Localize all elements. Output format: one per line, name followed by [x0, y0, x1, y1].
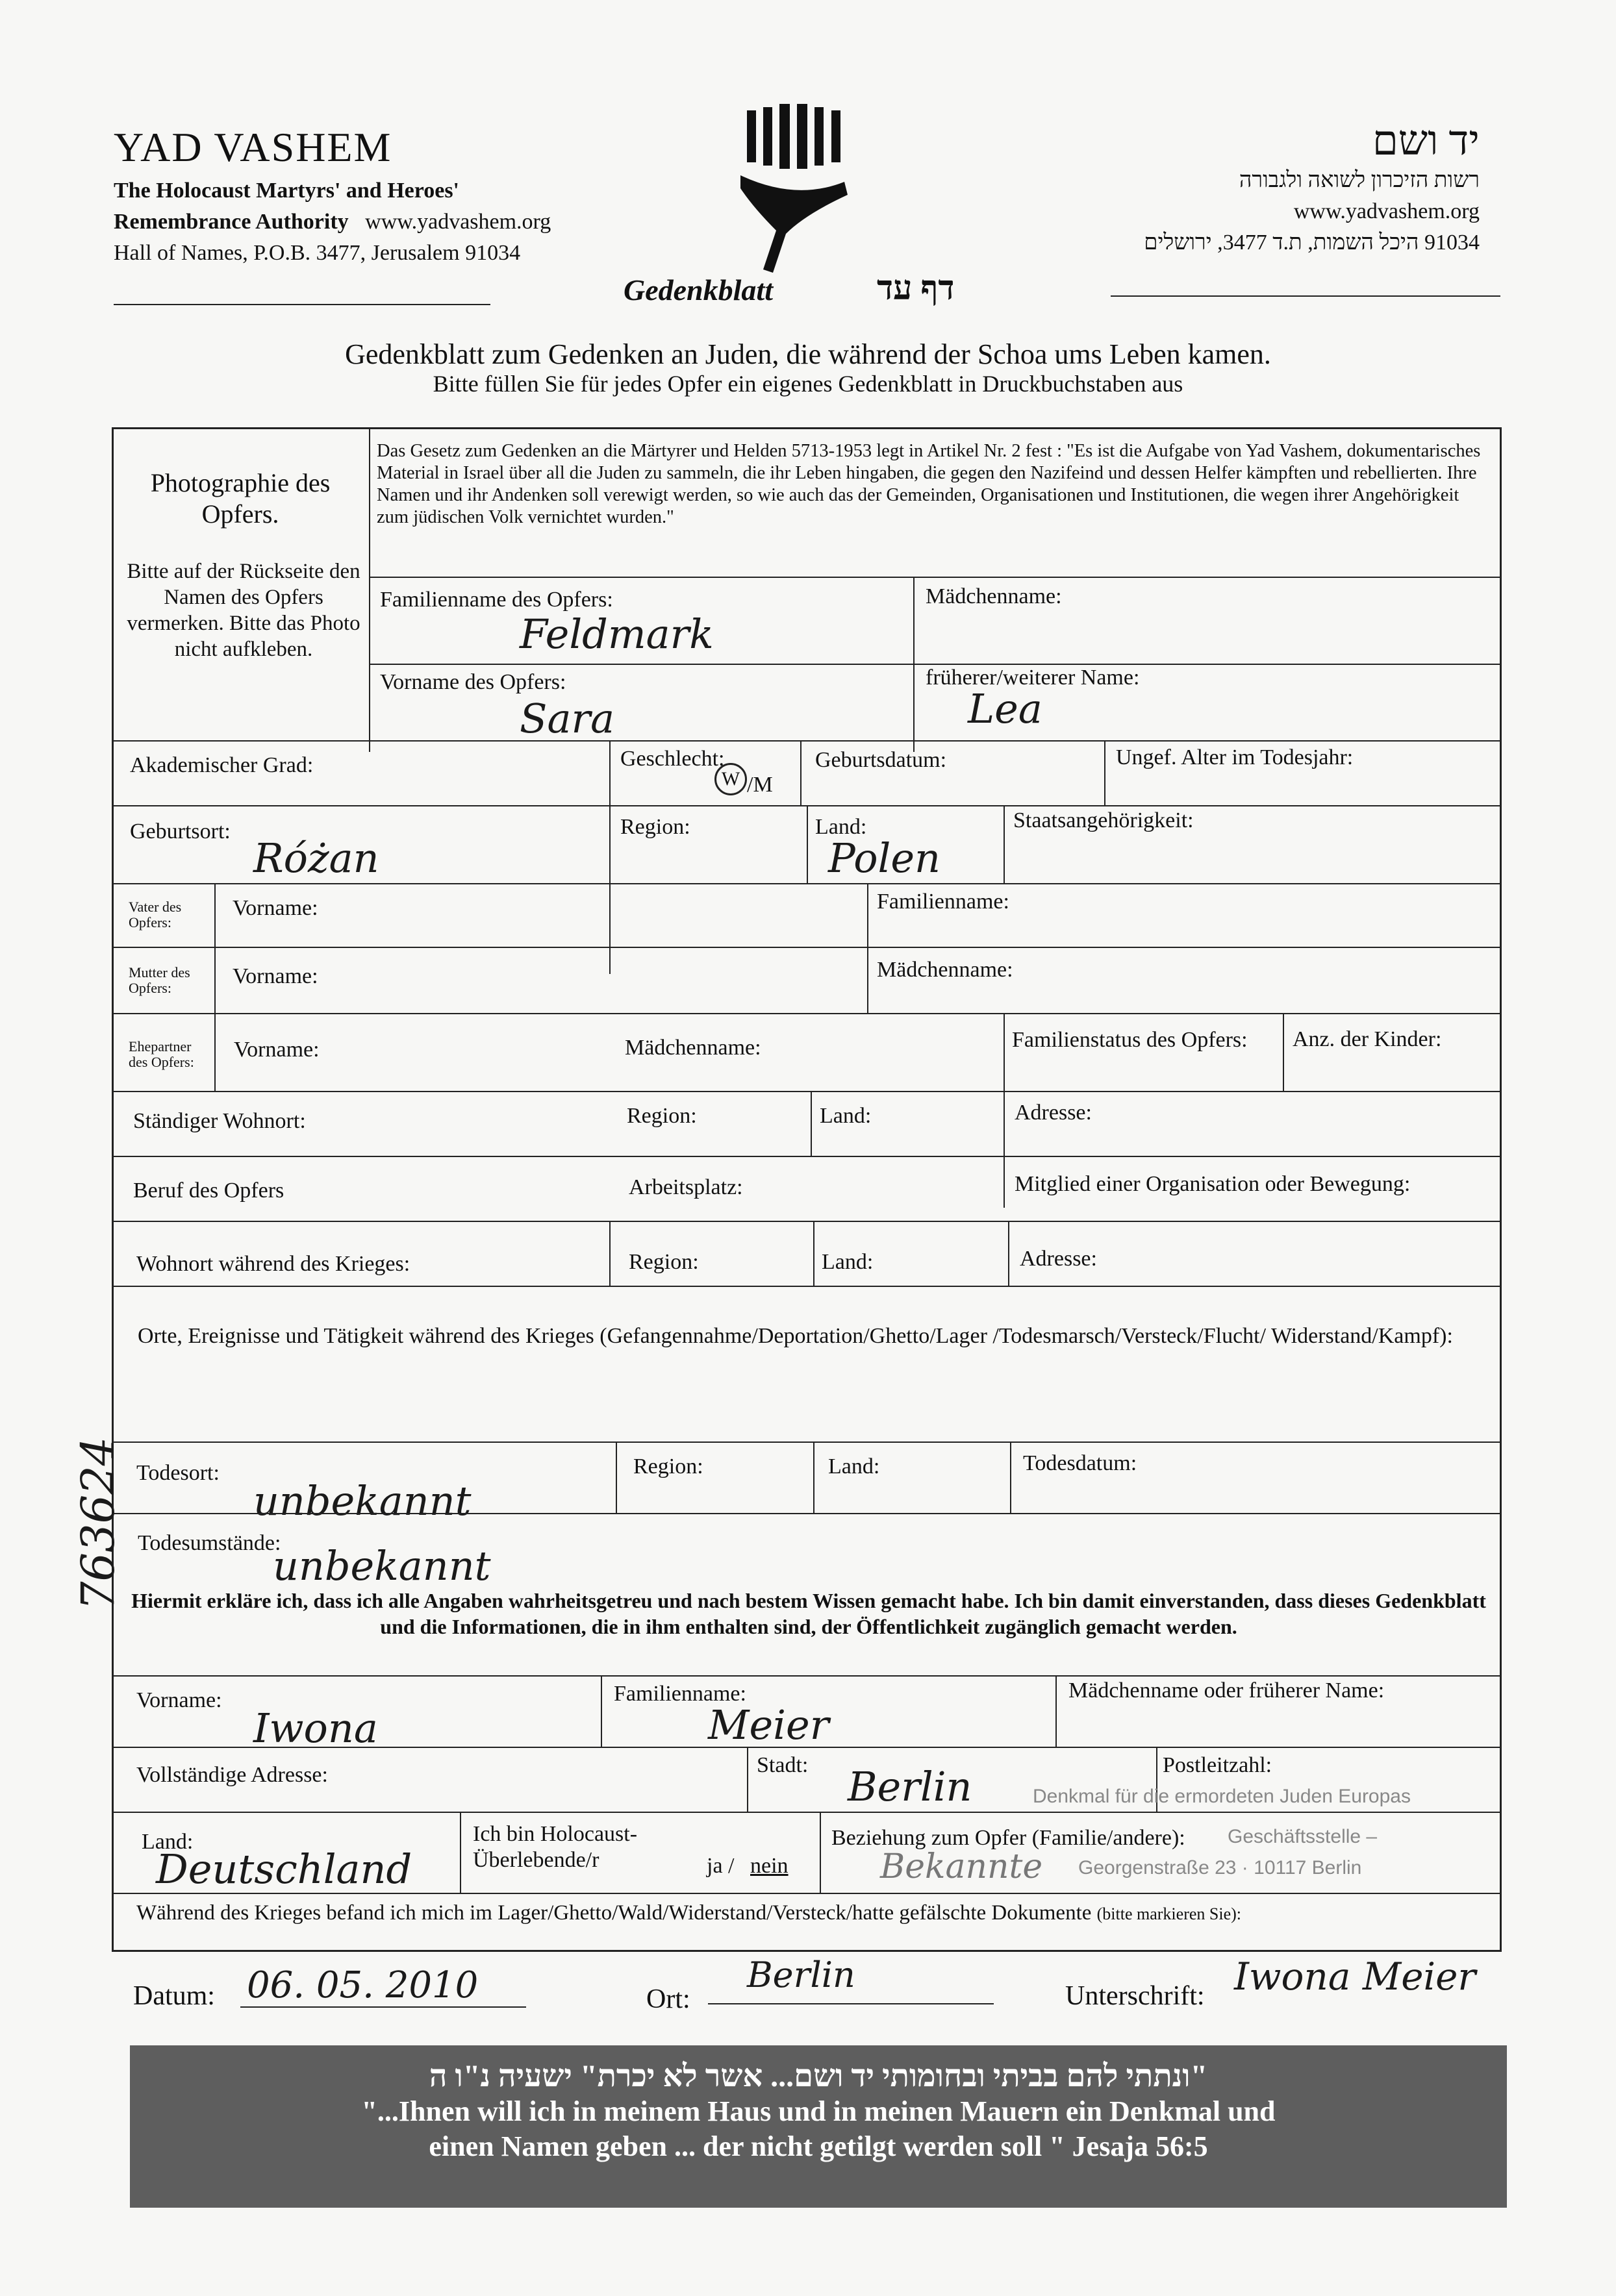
geschlecht-options: /M	[747, 773, 773, 797]
line	[747, 1747, 748, 1812]
datum-value[interactable]: 06. 05. 2010	[247, 1964, 479, 2006]
line	[112, 1812, 1502, 1813]
region-label-1: Region:	[620, 815, 690, 839]
line	[112, 1286, 1502, 1287]
beziehung-value[interactable]: Bekannte	[880, 1847, 1043, 1886]
todesort-value[interactable]: unbekannt	[253, 1477, 472, 1525]
declaration-text: Hiermit erkläre ich, dass ich alle Angaben wahrheitsgetreu und nach bestem Wissen gemacht habe. Ich bin damit einverstanden, dass dieses Gedenkblatt und die Informationen, die in ihm enthalten sind, der Öffentlichkeit zugänglich gemacht werden.	[131, 1589, 1486, 1638]
line	[1283, 1013, 1284, 1091]
region-label-4: Region:	[633, 1454, 703, 1479]
vorname-value[interactable]: Sara	[520, 695, 615, 742]
line	[112, 1221, 1502, 1222]
geschlecht-label: Geschlecht:	[620, 747, 725, 771]
familienname-label: Familienname des Opfers:	[380, 588, 613, 612]
todesumstaende-label: Todesumstände:	[138, 1531, 281, 1555]
frueherer-name-value[interactable]: Lea	[968, 685, 1042, 732]
line	[1004, 805, 1005, 883]
line	[112, 947, 1502, 948]
header-rule-right	[1111, 295, 1500, 297]
line	[813, 1441, 814, 1513]
side-number: 763624	[71, 1436, 125, 1610]
adresse-label-1: Adresse:	[1015, 1101, 1092, 1125]
stamp-line-2: Geschäftsstelle –	[1228, 1826, 1378, 1847]
line	[112, 1091, 1502, 1092]
photo-title: Photographie des Opfers.	[150, 468, 331, 529]
geburtsort-label: Geburtsort:	[130, 819, 231, 843]
akad-grad-label: Akademischer Grad:	[130, 753, 314, 777]
waehrend-text: Während des Krieges befand ich mich im Lager/Ghetto/Wald/Widerstand/Versteck/hatte gefälschte Dokumente	[136, 1901, 1092, 1925]
intro-subtitle: Bitte füllen Sie für jedes Opfer ein eigenes Gedenkblatt in Druckbuchstaben aus	[433, 371, 1183, 397]
org-website: www.yadvashem.org	[365, 210, 551, 234]
beziehung-label: Beziehung zum Opfer (Familie/andere):	[831, 1826, 1185, 1850]
line	[112, 1013, 1502, 1014]
header-hebrew	[1144, 117, 1480, 258]
footer-banner	[130, 2045, 1507, 2208]
orte-label: Orte, Ereignisse und Tätigkeit während des Krieges (Gefangennahme/Deportation/Ghetto/Lager /Todesmarsch/Versteck/Flucht/ Widerstand/Kampf):	[138, 1324, 1453, 1348]
beruf-label: Beruf des Opfers	[133, 1179, 284, 1203]
familienname-value[interactable]: Feldmark	[520, 610, 714, 658]
line	[609, 1221, 611, 1286]
stamp-line-1: Denkmal für die ermordeten Juden Europas	[1033, 1786, 1411, 1807]
line	[112, 1747, 1502, 1748]
photo-note: Bitte auf der Rückseite den Namen des Opfers vermerken. Bitte das Photo nicht aufkleben.	[127, 560, 360, 661]
hebrew-line-1: רשות הזיכרון לשואה ולגבורה	[1239, 168, 1480, 192]
waehrend-label	[136, 1901, 1241, 1925]
vorname-label: Vorname des Opfers:	[380, 670, 566, 694]
land-label-3: Land:	[822, 1250, 874, 1274]
line	[240, 2006, 526, 2008]
banner-german-2: einen Namen geben ... der nicht getilgt werden soll " Jesaja 56:5	[429, 2130, 1208, 2162]
mutter-label: Mutter des Opfers:	[129, 964, 190, 996]
line	[1010, 1441, 1011, 1513]
mitglied-label: Mitglied einer Organisation oder Bewegung:	[1015, 1172, 1411, 1196]
submitter-vorname-value[interactable]: Iwona	[253, 1704, 378, 1752]
line	[112, 1513, 1502, 1514]
arbeitsplatz-label: Arbeitsplatz:	[629, 1175, 743, 1199]
vater-label: Vater des Opfers:	[129, 899, 182, 930]
survivor-nein[interactable]: nein	[750, 1854, 789, 1878]
geburtsort-value[interactable]: Różan	[253, 834, 379, 882]
land-label-4: Land:	[828, 1454, 880, 1479]
wohnort-krieg-label: Wohnort während des Krieges:	[136, 1252, 410, 1276]
survivor-ja[interactable]: ja /	[707, 1854, 735, 1878]
land-label-2: Land:	[820, 1104, 872, 1128]
geburtsdatum-label: Geburtsdatum:	[815, 748, 947, 772]
org-line-1: The Holocaust Martyrs' and Heroes'	[114, 179, 459, 203]
line	[214, 883, 216, 1091]
todesumstaende-value[interactable]: unbekannt	[273, 1542, 491, 1590]
line	[369, 664, 1502, 665]
mutter-vorname-label: Vorname:	[233, 964, 318, 988]
land-submitter-label: Land:	[142, 1830, 194, 1854]
familienstatus-label: Familienstatus des Opfers:	[1012, 1028, 1248, 1052]
postleitzahl-label: Postleitzahl:	[1163, 1753, 1272, 1777]
submitter-familienname-label: Familienname:	[614, 1682, 746, 1706]
stadt-label: Stadt:	[757, 1753, 809, 1777]
wohnort-label: Ständiger Wohnort:	[133, 1109, 306, 1133]
line	[112, 1675, 1502, 1677]
land-value[interactable]: Polen	[828, 834, 941, 882]
submitter-familienname-value[interactable]: Meier	[708, 1701, 829, 1749]
unterschrift-label: Unterschrift:	[1065, 1981, 1205, 2011]
line	[616, 1441, 617, 1513]
line	[601, 1675, 602, 1747]
vater-vorname-label: Vorname:	[233, 896, 318, 920]
ehepartner-maedchenname-label: Mädchenname:	[625, 1036, 761, 1060]
region-label-2: Region:	[627, 1104, 697, 1128]
unterschrift-value[interactable]: Iwona Meier	[1234, 1954, 1476, 1999]
ehepartner-vorname-label: Vorname:	[234, 1038, 320, 1062]
line	[1055, 1675, 1057, 1747]
land-submitter-value[interactable]: Deutschland	[156, 1845, 412, 1893]
hebrew-website: www.yadvashem.org	[1293, 199, 1480, 223]
land-label-1: Land:	[815, 815, 867, 839]
line	[1104, 740, 1105, 805]
hebrew-address: 91034 היכל השמות, ת.ד 3477, ירושלים	[1144, 231, 1480, 255]
todesdatum-label: Todesdatum:	[1023, 1451, 1137, 1475]
ort-value[interactable]: Berlin	[747, 1954, 855, 1995]
org-title: YAD VASHEM	[114, 124, 392, 170]
line	[800, 740, 802, 805]
header-english	[114, 123, 551, 269]
geschlecht-w-circle[interactable]: W	[714, 763, 747, 795]
vollst-adresse-label: Vollständige Adresse:	[136, 1763, 328, 1787]
ehepartner-label: Ehepartner des Opfers:	[129, 1038, 194, 1070]
line	[811, 1091, 812, 1156]
vater-familienname-label: Familienname:	[877, 890, 1009, 914]
datum-label: Datum:	[133, 1981, 215, 2011]
ort-label: Ort:	[646, 1984, 690, 2014]
line	[112, 740, 1502, 742]
mutter-maedchenname-label: Mädchenname:	[877, 958, 1013, 982]
line	[813, 1221, 814, 1286]
staatsang-label: Staatsangehörigkeit:	[1013, 808, 1194, 832]
stamp-line-3: Georgenstraße 23 · 10117 Berlin	[1078, 1857, 1362, 1878]
line	[609, 740, 611, 974]
line	[460, 1812, 461, 1893]
daf-ed-label: דף עד	[877, 270, 955, 307]
line	[1004, 1013, 1005, 1208]
line	[867, 883, 868, 1013]
anz-kinder-label: Anz. der Kinder:	[1293, 1027, 1442, 1051]
line	[820, 1812, 821, 1893]
line	[112, 1893, 1502, 1894]
region-label-3: Region:	[629, 1250, 699, 1274]
stadt-value[interactable]: Berlin	[848, 1763, 972, 1810]
line	[807, 805, 808, 883]
line	[112, 1156, 1502, 1157]
line	[708, 2003, 994, 2004]
org-line-2a: Remembrance Authority	[114, 210, 349, 234]
line	[369, 577, 1502, 578]
header-rule-left	[114, 304, 490, 305]
hebrew-title: יד ושם	[1372, 118, 1480, 164]
waehrend-note: (bitte markieren Sie):	[1096, 1904, 1241, 1923]
intro-title: Gedenkblatt zum Gedenken an Juden, die während der Schoa ums Leben kamen.	[345, 338, 1271, 370]
todesort-label: Todesort:	[136, 1461, 220, 1485]
org-address: Hall of Names, P.O.B. 3477, Jerusalem 91034	[114, 241, 521, 265]
adresse-label-2: Adresse:	[1020, 1247, 1097, 1271]
line	[1008, 1221, 1009, 1286]
banner-hebrew: "ונתתי להם בביתי ובחומותי יד ושם... אשר לא יכרת" ישעיה נ"ו ה	[429, 2059, 1208, 2093]
banner-german-1: "...Ihnen will ich in meinem Haus und in meinen Mauern ein Denkmal und	[361, 2095, 1276, 2127]
frueherer-name-label: früherer/weiterer Name:	[926, 666, 1140, 690]
survivor-label: Ich bin Holocaust-Überlebende/r	[473, 1822, 638, 1872]
maedchenname-frueher-label: Mädchenname oder früherer Name:	[1068, 1678, 1385, 1703]
submitter-vorname-label: Vorname:	[136, 1688, 222, 1712]
law-text: Das Gesetz zum Gedenken an die Märtyrer und Helden 5713-1953 legt in Artikel Nr. 2 fest : "Es ist die Aufgabe von Yad Vashem, dokumentarisches Material in Israel über all die Juden zu sammeln, die ihr Leben hingaben, die gegen den Nazifeind und dessen Helfer kämpften und rebellierten. Ihre Namen und ihr Andenken soll verewigt werden, so wie auch das der Gemeinden, Organisationen und Institutionen, die wegen ihrer Angehörigkeit zum jüdischen Volk vernichtet wurden."	[377, 441, 1481, 527]
line	[112, 1441, 1502, 1443]
photo-divider	[369, 427, 370, 752]
line	[112, 883, 1502, 884]
yad-vashem-logo-icon	[734, 104, 857, 279]
maedchenname-label: Mädchenname:	[926, 584, 1062, 608]
gedenkblatt-label: Gedenkblatt	[624, 273, 773, 306]
alter-label: Ungef. Alter im Todesjahr:	[1116, 745, 1354, 769]
